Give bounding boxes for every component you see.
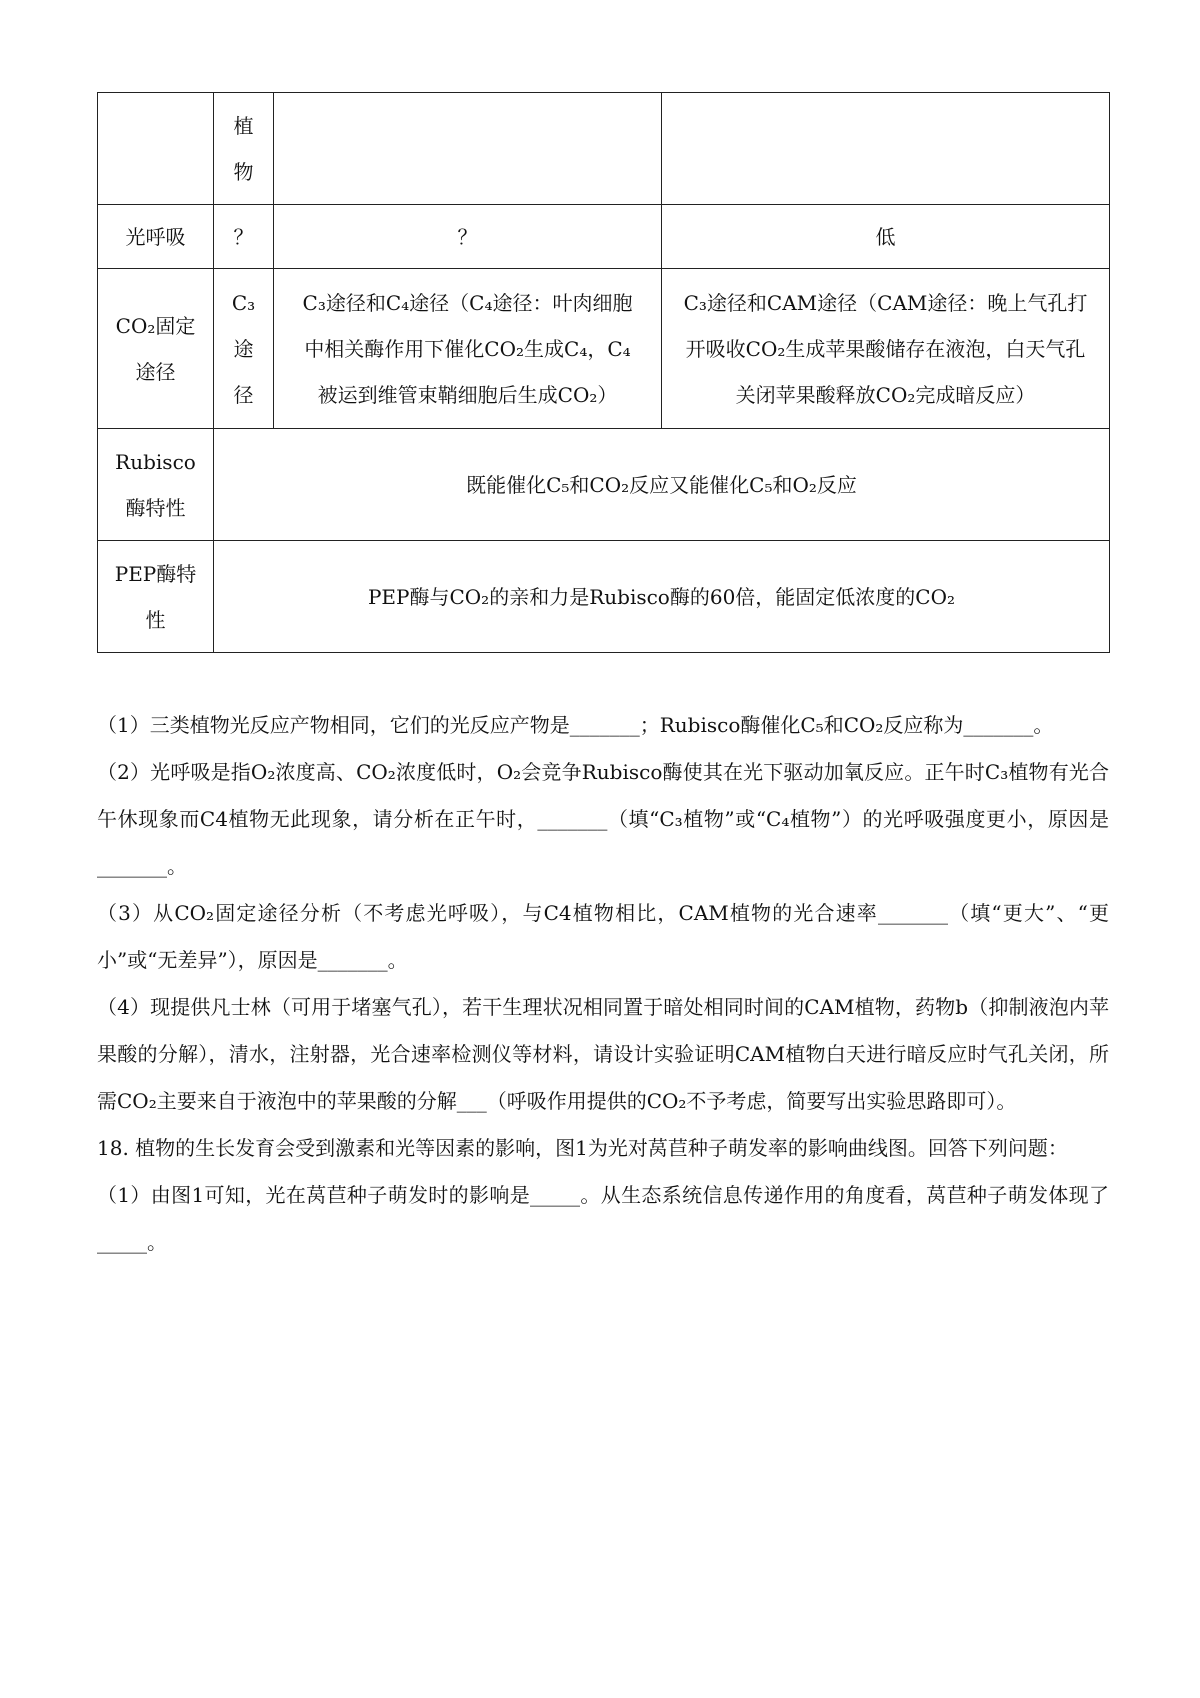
paragraph: （2）光呼吸是指O₂浓度高、CO₂浓度低时，O₂会竞争Rubisco酶使其在光下驱动加氧反应。正午时C₃植物有光合午休现象而C4植物无此现象，请分析在正午时，_______（填“C₃植物”或“C₄植物”）的光呼吸强度更小，原因是_______。 bbox=[97, 760, 1109, 878]
paragraph: （4）现提供凡士林（可用于堵塞气孔），若干生理状况相同置于暗处相同时间的CAM植物，药物b（抑制液泡内苹果酸的分解），清水，注射器，光合速率检测仪等材料，请设计实验证明CAM植物白天进行暗反应时气孔关闭，所需CO₂主要来自于液泡中的苹果酸的分解___（呼吸作用提供的CO₂不予考虑，简要写出实验思路即可）。 bbox=[97, 995, 1109, 1113]
table-cell bbox=[662, 93, 1110, 205]
table-cell: C₃ 途 径 bbox=[214, 269, 274, 429]
table-cell bbox=[274, 93, 662, 205]
table-cell: ？ bbox=[214, 205, 274, 269]
table-cell: 低 bbox=[662, 205, 1110, 269]
table-row bbox=[98, 269, 1110, 429]
paragraph: 18. 植物的生长发育会受到激素和光等因素的影响，图1为光对莴苣种子萌发率的影响曲线图。回答下列问题： bbox=[97, 1136, 1068, 1160]
table-row bbox=[98, 93, 1110, 205]
paragraph: （1）由图1可知，光在莴苣种子萌发时的影响是_____。从生态系统信息传递作用的角度看，莴苣种子萌发体现了_____。 bbox=[97, 1183, 1109, 1254]
paragraph: （1）三类植物光反应产物相同，它们的光反应产物是_______；Rubisco酶催化C₅和CO₂反应称为_______。 bbox=[97, 713, 1054, 737]
table-cell: PEP酶特 性 bbox=[98, 541, 214, 653]
table-cell: ？ bbox=[274, 205, 662, 269]
paragraph: （3）从CO₂固定途径分析（不考虑光呼吸），与C4植物相比，CAM植物的光合速率_______（填“更大”、“更小”或“无差异”），原因是_______。 bbox=[97, 901, 1109, 972]
table-row bbox=[98, 541, 1110, 653]
plant-comparison-table bbox=[97, 92, 1110, 653]
question-text bbox=[97, 702, 1109, 1266]
table-cell: Rubisco 酶特性 bbox=[98, 429, 214, 541]
table-cell: CO₂固定 途径 bbox=[98, 269, 214, 429]
table-row bbox=[98, 429, 1110, 541]
table-row bbox=[98, 205, 1110, 269]
table-cell: C₃途径和C₄途径（C₄途径：叶肉细胞 中相关酶作用下催化CO₂生成C₄，C₄ 被运到维管束鞘细胞后生成CO₂） bbox=[274, 269, 662, 429]
table-cell: 光呼吸 bbox=[98, 205, 214, 269]
table-cell: C₃途径和CAM途径（CAM途径：晚上气孔打 开吸收CO₂生成苹果酸储存在液泡，白天气孔 关闭苹果酸释放CO₂完成暗反应） bbox=[662, 269, 1110, 429]
table-cell: 既能催化C₅和CO₂反应又能催化C₅和O₂反应 bbox=[214, 429, 1110, 541]
table-cell: 植 物 bbox=[214, 93, 274, 205]
table-cell: PEP酶与CO₂的亲和力是Rubisco酶的60倍，能固定低浓度的CO₂ bbox=[214, 541, 1110, 653]
table-cell bbox=[98, 93, 214, 205]
